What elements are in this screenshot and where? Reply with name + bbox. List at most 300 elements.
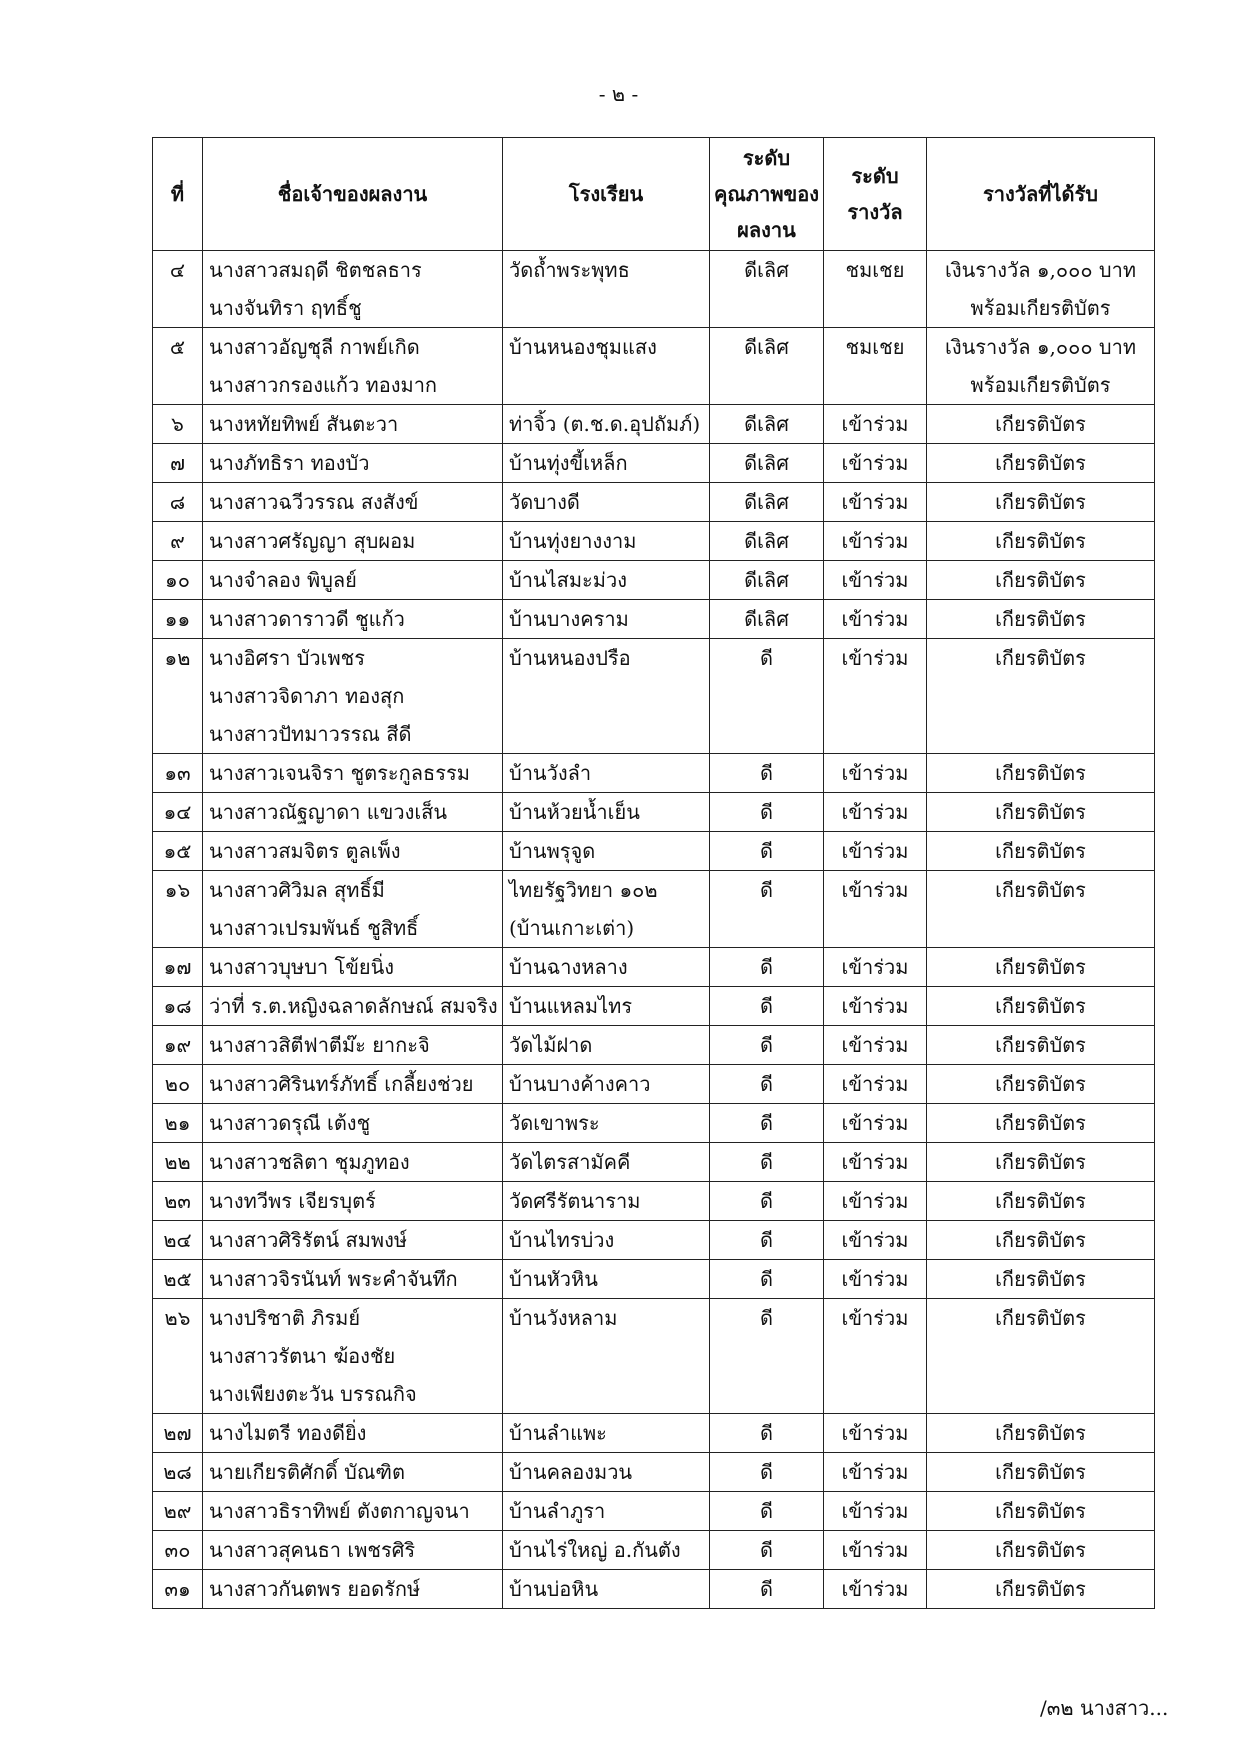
table-row bbox=[153, 1492, 1155, 1531]
cell-award bbox=[927, 561, 1155, 600]
table-row bbox=[153, 1299, 1155, 1414]
cell-award bbox=[927, 1143, 1155, 1182]
cell-award-level: เข้าร่วม bbox=[824, 483, 927, 522]
cell-quality: ดีเลิศ bbox=[710, 251, 824, 328]
cell-school bbox=[503, 483, 710, 522]
school-name: บ้านไสมะม่วง bbox=[509, 568, 627, 592]
cell-quality: ดีเลิศ bbox=[710, 522, 824, 561]
award-line: เกียรติบัตร bbox=[995, 568, 1086, 592]
school-name: บ้านพรุจูด bbox=[509, 839, 596, 863]
cell-owner-names bbox=[203, 948, 503, 987]
table-row bbox=[153, 948, 1155, 987]
cell-owner-names bbox=[203, 444, 503, 483]
cell-award-level: เข้าร่วม bbox=[824, 1492, 927, 1531]
header-name: ชื่อเจ้าของผลงาน bbox=[203, 138, 503, 251]
cell-award-level: เข้าร่วม bbox=[824, 1531, 927, 1570]
cell-number: ๒๒ bbox=[153, 1143, 203, 1182]
cell-school bbox=[503, 1221, 710, 1260]
cell-quality: ดี bbox=[710, 1065, 824, 1104]
cell-school bbox=[503, 832, 710, 871]
cell-owner-names bbox=[203, 483, 503, 522]
header-quality: ระดับคุณภาพของผลงาน bbox=[710, 138, 824, 251]
cell-award bbox=[927, 1453, 1155, 1492]
cell-owner-names bbox=[203, 832, 503, 871]
school-name: บ้านวังหลาม bbox=[509, 1306, 618, 1330]
award-line: เกียรติบัตร bbox=[995, 451, 1086, 475]
cell-award-level: เข้าร่วม bbox=[824, 1570, 927, 1609]
cell-owner-names bbox=[203, 1492, 503, 1531]
award-line: เกียรติบัตร bbox=[995, 800, 1086, 824]
award-line: เกียรติบัตร bbox=[995, 1306, 1086, 1330]
cell-award bbox=[927, 793, 1155, 832]
owner-name: นางสาวดาราวดี ชูแก้ว bbox=[209, 607, 405, 631]
cell-quality: ดี bbox=[710, 1143, 824, 1182]
award-line: เกียรติบัตร bbox=[995, 839, 1086, 863]
school-name: บ้านบ่อหิน bbox=[509, 1577, 599, 1601]
award-line: เกียรติบัตร bbox=[995, 955, 1086, 979]
cell-award bbox=[927, 639, 1155, 754]
school-name: ท่าจิ้ว (ต.ช.ด.อุปถัมภ์) bbox=[509, 412, 701, 436]
school-name: บ้านบางค้างคาว bbox=[509, 1072, 651, 1096]
cell-award-level: เข้าร่วม bbox=[824, 1221, 927, 1260]
cell-award-level: ชมเชย bbox=[824, 251, 927, 328]
cell-award-level: เข้าร่วม bbox=[824, 871, 927, 948]
cell-award bbox=[927, 1104, 1155, 1143]
owner-name: นางสาวฉวีวรรณ สงสังข์ bbox=[209, 490, 419, 514]
owner-name: นางสาวศิริรัตน์ สมพงษ์ bbox=[209, 1228, 408, 1252]
cell-award bbox=[927, 600, 1155, 639]
cell-award bbox=[927, 832, 1155, 871]
cell-school bbox=[503, 1143, 710, 1182]
award-line: เกียรติบัตร bbox=[995, 1421, 1086, 1445]
cell-award bbox=[927, 1570, 1155, 1609]
cell-award-level: เข้าร่วม bbox=[824, 1260, 927, 1299]
cell-school bbox=[503, 987, 710, 1026]
cell-owner-names bbox=[203, 1299, 503, 1414]
continuation-note: /๓๒ นางสาว... bbox=[1040, 1696, 1169, 1720]
owner-name: นางสาวสุคนธา เพชรศิริ bbox=[209, 1538, 416, 1562]
table-row bbox=[153, 522, 1155, 561]
table-row bbox=[153, 1221, 1155, 1260]
owner-name: นางสาวชลิตา ชุมภูทอง bbox=[209, 1150, 410, 1174]
table-row bbox=[153, 793, 1155, 832]
table-row bbox=[153, 483, 1155, 522]
school-name: บ้านบางคราม bbox=[509, 607, 629, 631]
cell-school bbox=[503, 793, 710, 832]
cell-award-level: เข้าร่วม bbox=[824, 1414, 927, 1453]
cell-number: ๖ bbox=[153, 405, 203, 444]
school-name: บ้านลำภูรา bbox=[509, 1499, 606, 1523]
owner-name: นางสาวจิดาภา ทองสุก bbox=[209, 684, 405, 708]
owner-name: ว่าที่ ร.ต.หญิงฉลาดลักษณ์ สมจริง bbox=[209, 994, 498, 1018]
award-line: พร้อมเกียรติบัตร bbox=[970, 373, 1111, 397]
table-body bbox=[153, 251, 1155, 1609]
cell-quality: ดี bbox=[710, 871, 824, 948]
cell-quality: ดี bbox=[710, 1531, 824, 1570]
cell-number: ๑๙ bbox=[153, 1026, 203, 1065]
table-row bbox=[153, 1531, 1155, 1570]
cell-award bbox=[927, 1299, 1155, 1414]
cell-quality: ดี bbox=[710, 1492, 824, 1531]
owner-name: นางสาวธิราทิพย์ ตังตกาญจนา bbox=[209, 1499, 470, 1523]
award-line: เกียรติบัตร bbox=[995, 1189, 1086, 1213]
table-row bbox=[153, 754, 1155, 793]
cell-owner-names bbox=[203, 793, 503, 832]
owner-name: นางสาวปัทมาวรรณ สีดี bbox=[209, 722, 412, 746]
table-row bbox=[153, 251, 1155, 328]
school-name: บ้านฉางหลาง bbox=[509, 955, 628, 979]
cell-number: ๗ bbox=[153, 444, 203, 483]
cell-quality: ดี bbox=[710, 639, 824, 754]
owner-name: นางเพียงตะวัน บรรณกิจ bbox=[209, 1382, 417, 1406]
owner-name: นางสาวกันตพร ยอดรักษ์ bbox=[209, 1577, 421, 1601]
header-no: ที่ bbox=[153, 138, 203, 251]
cell-award-level: เข้าร่วม bbox=[824, 754, 927, 793]
table-row bbox=[153, 1065, 1155, 1104]
table-row bbox=[153, 1260, 1155, 1299]
cell-quality: ดี bbox=[710, 832, 824, 871]
cell-award bbox=[927, 1065, 1155, 1104]
cell-school bbox=[503, 948, 710, 987]
cell-owner-names bbox=[203, 1570, 503, 1609]
cell-number: ๓๐ bbox=[153, 1531, 203, 1570]
award-line: เกียรติบัตร bbox=[995, 1577, 1086, 1601]
cell-quality: ดี bbox=[710, 1414, 824, 1453]
cell-number: ๑๖ bbox=[153, 871, 203, 948]
table-row bbox=[153, 832, 1155, 871]
header-row bbox=[153, 138, 1155, 251]
cell-school bbox=[503, 1492, 710, 1531]
owner-name: นางสาวรัตนา ฆ้องชัย bbox=[209, 1344, 396, 1368]
cell-school bbox=[503, 328, 710, 405]
cell-school bbox=[503, 639, 710, 754]
cell-award-level: เข้าร่วม bbox=[824, 948, 927, 987]
cell-award-level: ชมเชย bbox=[824, 328, 927, 405]
owner-name: นางไมตรี ทองดียิ่ง bbox=[209, 1421, 367, 1445]
owner-name: นายเกียรติศักดิ์ บัณฑิต bbox=[209, 1460, 406, 1484]
owner-name: นางหทัยทิพย์ สันตะวา bbox=[209, 412, 399, 436]
cell-award bbox=[927, 1260, 1155, 1299]
results-table bbox=[152, 137, 1155, 1609]
cell-number: ๑๐ bbox=[153, 561, 203, 600]
cell-award-level: เข้าร่วม bbox=[824, 561, 927, 600]
cell-quality: ดี bbox=[710, 793, 824, 832]
owner-name: นางอิศรา บัวเพชร bbox=[209, 646, 365, 670]
award-line: เกียรติบัตร bbox=[995, 1267, 1086, 1291]
cell-owner-names bbox=[203, 639, 503, 754]
cell-number: ๒๔ bbox=[153, 1221, 203, 1260]
cell-number: ๒๙ bbox=[153, 1492, 203, 1531]
cell-owner-names bbox=[203, 1414, 503, 1453]
cell-owner-names bbox=[203, 1104, 503, 1143]
cell-quality: ดี bbox=[710, 948, 824, 987]
table-row bbox=[153, 639, 1155, 754]
cell-school bbox=[503, 561, 710, 600]
school-name: บ้านลำแพะ bbox=[509, 1421, 607, 1445]
table-row bbox=[153, 871, 1155, 948]
owner-name: นางสาวสิตีฟาตีม๊ะ ยากะจิ bbox=[209, 1033, 430, 1057]
cell-award bbox=[927, 522, 1155, 561]
owner-name: นางสาวอัญชุลี กาพย์เกิด bbox=[209, 335, 420, 359]
cell-award-level: เข้าร่วม bbox=[824, 405, 927, 444]
owner-name: นางสาวศรัญญา สุบผอม bbox=[209, 529, 416, 553]
award-line: พร้อมเกียรติบัตร bbox=[970, 296, 1111, 320]
school-name: วัดเขาพระ bbox=[509, 1111, 600, 1135]
cell-award bbox=[927, 405, 1155, 444]
cell-award-level: เข้าร่วม bbox=[824, 444, 927, 483]
award-line: เกียรติบัตร bbox=[995, 1538, 1086, 1562]
cell-owner-names bbox=[203, 251, 503, 328]
cell-award bbox=[927, 1026, 1155, 1065]
cell-school bbox=[503, 1104, 710, 1143]
cell-number: ๑๘ bbox=[153, 987, 203, 1026]
cell-number: ๕ bbox=[153, 328, 203, 405]
cell-quality: ดี bbox=[710, 1260, 824, 1299]
cell-award bbox=[927, 1182, 1155, 1221]
cell-quality: ดีเลิศ bbox=[710, 405, 824, 444]
cell-number: ๑๔ bbox=[153, 793, 203, 832]
award-line: เกียรติบัตร bbox=[995, 607, 1086, 631]
award-line: เกียรติบัตร bbox=[995, 878, 1086, 902]
award-line: เกียรติบัตร bbox=[995, 412, 1086, 436]
cell-number: ๒๐ bbox=[153, 1065, 203, 1104]
cell-award bbox=[927, 1531, 1155, 1570]
cell-number: ๑๕ bbox=[153, 832, 203, 871]
owner-name: นางสาวจิรนันท์ พระคำจันทึก bbox=[209, 1267, 458, 1291]
cell-school bbox=[503, 1065, 710, 1104]
owner-name: นางสาวสมจิตร ตูลเพ็ง bbox=[209, 839, 401, 863]
school-name: บ้านหนองปรือ bbox=[509, 646, 631, 670]
award-line: เงินรางวัล ๑,๐๐๐ บาท bbox=[945, 258, 1136, 282]
table-row bbox=[153, 561, 1155, 600]
school-name: วัดไตรสามัคคี bbox=[509, 1150, 631, 1174]
cell-owner-names bbox=[203, 754, 503, 793]
cell-quality: ดี bbox=[710, 1221, 824, 1260]
cell-school bbox=[503, 1414, 710, 1453]
table-row bbox=[153, 1182, 1155, 1221]
owner-name: นางสาวเปรมพันธ์ ชูสิทธิ์ bbox=[209, 916, 419, 940]
table-row bbox=[153, 600, 1155, 639]
cell-school bbox=[503, 1260, 710, 1299]
table-row bbox=[153, 1143, 1155, 1182]
cell-number: ๙ bbox=[153, 522, 203, 561]
award-line: เกียรติบัตร bbox=[995, 490, 1086, 514]
cell-school bbox=[503, 444, 710, 483]
cell-number: ๒๑ bbox=[153, 1104, 203, 1143]
table-row bbox=[153, 1453, 1155, 1492]
owner-name: นางสาวกรองแก้ว ทองมาก bbox=[209, 373, 438, 397]
owner-name: นางปริชาติ ภิรมย์ bbox=[209, 1306, 361, 1330]
cell-owner-names bbox=[203, 871, 503, 948]
cell-school bbox=[503, 1531, 710, 1570]
cell-school bbox=[503, 251, 710, 328]
award-line: เกียรติบัตร bbox=[995, 1072, 1086, 1096]
school-name: บ้านคลองมวน bbox=[509, 1460, 633, 1484]
cell-owner-names bbox=[203, 1221, 503, 1260]
cell-award-level: เข้าร่วม bbox=[824, 987, 927, 1026]
cell-number: ๑๗ bbox=[153, 948, 203, 987]
school-name: บ้านห้วยน้ำเย็น bbox=[509, 800, 640, 824]
award-line: เกียรติบัตร bbox=[995, 1150, 1086, 1174]
owner-name: นางสาวสมฤดี ชิตชลธาร bbox=[209, 258, 422, 282]
owner-name: นางสาวดรุณี เต้งชู bbox=[209, 1111, 371, 1135]
cell-number: ๒๖ bbox=[153, 1299, 203, 1414]
cell-award-level: เข้าร่วม bbox=[824, 1065, 927, 1104]
owner-name: นางสาวศิรินทร์ภัทธิ์ เกลี้ยงช่วย bbox=[209, 1072, 474, 1096]
cell-award bbox=[927, 328, 1155, 405]
cell-award bbox=[927, 483, 1155, 522]
table-row bbox=[153, 405, 1155, 444]
cell-quality: ดีเลิศ bbox=[710, 483, 824, 522]
page-number: - ๒ - bbox=[598, 82, 639, 106]
cell-owner-names bbox=[203, 405, 503, 444]
cell-award-level: เข้าร่วม bbox=[824, 639, 927, 754]
owner-name: นางสาวศิวิมล สุทธิ์มี bbox=[209, 878, 385, 902]
cell-school bbox=[503, 1182, 710, 1221]
cell-school bbox=[503, 522, 710, 561]
cell-number: ๒๕ bbox=[153, 1260, 203, 1299]
cell-owner-names bbox=[203, 561, 503, 600]
cell-quality: ดีเลิศ bbox=[710, 328, 824, 405]
cell-award-level: เข้าร่วม bbox=[824, 1026, 927, 1065]
cell-quality: ดี bbox=[710, 1453, 824, 1492]
award-line: เกียรติบัตร bbox=[995, 646, 1086, 670]
table-row bbox=[153, 1026, 1155, 1065]
school-name: บ้านไทรบ่วง bbox=[509, 1228, 615, 1252]
cell-award bbox=[927, 948, 1155, 987]
cell-quality: ดี bbox=[710, 1104, 824, 1143]
cell-award bbox=[927, 871, 1155, 948]
owner-name: นางทวีพร เจียรบุตร์ bbox=[209, 1189, 376, 1213]
cell-award-level: เข้าร่วม bbox=[824, 600, 927, 639]
owner-name: นางภัทธิรา ทองบัว bbox=[209, 451, 370, 475]
cell-school bbox=[503, 1026, 710, 1065]
cell-quality: ดี bbox=[710, 1570, 824, 1609]
owner-name: นางสาวบุษบา โข้ยนิ่ง bbox=[209, 955, 395, 979]
cell-award-level: เข้าร่วม bbox=[824, 522, 927, 561]
cell-quality: ดี bbox=[710, 987, 824, 1026]
cell-number: ๑๓ bbox=[153, 754, 203, 793]
cell-owner-names bbox=[203, 328, 503, 405]
cell-owner-names bbox=[203, 1182, 503, 1221]
cell-award bbox=[927, 754, 1155, 793]
cell-owner-names bbox=[203, 1260, 503, 1299]
cell-award-level: เข้าร่วม bbox=[824, 1143, 927, 1182]
cell-owner-names bbox=[203, 1026, 503, 1065]
award-line: เกียรติบัตร bbox=[995, 529, 1086, 553]
cell-quality: ดี bbox=[710, 1299, 824, 1414]
cell-award bbox=[927, 1221, 1155, 1260]
cell-award bbox=[927, 1414, 1155, 1453]
award-line: เกียรติบัตร bbox=[995, 1033, 1086, 1057]
cell-owner-names bbox=[203, 1531, 503, 1570]
table-row bbox=[153, 328, 1155, 405]
cell-award-level: เข้าร่วม bbox=[824, 1453, 927, 1492]
award-line: เกียรติบัตร bbox=[995, 761, 1086, 785]
header-level: ระดับรางวัล bbox=[824, 138, 927, 251]
award-line: เกียรติบัตร bbox=[995, 994, 1086, 1018]
cell-owner-names bbox=[203, 1453, 503, 1492]
award-line: เงินรางวัล ๑,๐๐๐ บาท bbox=[945, 335, 1136, 359]
cell-quality: ดี bbox=[710, 1182, 824, 1221]
school-name: วัดไม้ฝาด bbox=[509, 1033, 593, 1057]
school-name: วัดถ้ำพระพุทธ bbox=[509, 258, 630, 282]
award-line: เกียรติบัตร bbox=[995, 1499, 1086, 1523]
award-line: เกียรติบัตร bbox=[995, 1460, 1086, 1484]
school-name: บ้านหนองชุมแสง bbox=[509, 335, 657, 359]
cell-award-level: เข้าร่วม bbox=[824, 1182, 927, 1221]
table-row bbox=[153, 1104, 1155, 1143]
header-award: รางวัลที่ได้รับ bbox=[927, 138, 1155, 251]
cell-quality: ดี bbox=[710, 754, 824, 793]
table-row bbox=[153, 1570, 1155, 1609]
school-name: บ้านแหลมไทร bbox=[509, 994, 633, 1018]
cell-school bbox=[503, 754, 710, 793]
cell-number: ๒๘ bbox=[153, 1453, 203, 1492]
cell-award-level: เข้าร่วม bbox=[824, 832, 927, 871]
cell-award bbox=[927, 1492, 1155, 1531]
school-name: บ้านทุ่งขี้เหล็ก bbox=[509, 451, 628, 475]
school-name: วัดบางดี bbox=[509, 490, 580, 514]
owner-name: นางจันทิรา ฤทธิ์ชู bbox=[209, 296, 362, 320]
cell-owner-names bbox=[203, 522, 503, 561]
school-name: (บ้านเกาะเต่า) bbox=[509, 916, 635, 940]
cell-award-level: เข้าร่วม bbox=[824, 1104, 927, 1143]
table-row bbox=[153, 987, 1155, 1026]
cell-number: ๔ bbox=[153, 251, 203, 328]
owner-name: นางจำลอง พิบูลย์ bbox=[209, 568, 357, 592]
cell-number: ๒๗ bbox=[153, 1414, 203, 1453]
header-school: โรงเรียน bbox=[503, 138, 710, 251]
school-name: บ้านหัวหิน bbox=[509, 1267, 598, 1291]
cell-award-level: เข้าร่วม bbox=[824, 1299, 927, 1414]
cell-school bbox=[503, 871, 710, 948]
cell-school bbox=[503, 1299, 710, 1414]
owner-name: นางสาวณัฐญาดา แขวงเส็น bbox=[209, 800, 448, 824]
cell-number: ๑๒ bbox=[153, 639, 203, 754]
owner-name: นางสาวเจนจิรา ชูตระกูลธรรม bbox=[209, 761, 470, 785]
school-name: ไทยรัฐวิทยา ๑๐๒ bbox=[509, 878, 658, 902]
cell-school bbox=[503, 600, 710, 639]
cell-quality: ดีเลิศ bbox=[710, 444, 824, 483]
award-line: เกียรติบัตร bbox=[995, 1228, 1086, 1252]
school-name: วัดศรีรัตนาราม bbox=[509, 1189, 641, 1213]
table-row bbox=[153, 444, 1155, 483]
cell-school bbox=[503, 405, 710, 444]
cell-school bbox=[503, 1453, 710, 1492]
cell-number: ๘ bbox=[153, 483, 203, 522]
table-row bbox=[153, 1414, 1155, 1453]
school-name: บ้านวังลำ bbox=[509, 761, 592, 785]
cell-award bbox=[927, 251, 1155, 328]
cell-quality: ดี bbox=[710, 1026, 824, 1065]
cell-owner-names bbox=[203, 1065, 503, 1104]
award-line: เกียรติบัตร bbox=[995, 1111, 1086, 1135]
cell-owner-names bbox=[203, 987, 503, 1026]
cell-award bbox=[927, 444, 1155, 483]
cell-number: ๑๑ bbox=[153, 600, 203, 639]
cell-owner-names bbox=[203, 600, 503, 639]
cell-quality: ดีเลิศ bbox=[710, 561, 824, 600]
cell-number: ๓๑ bbox=[153, 1570, 203, 1609]
cell-school bbox=[503, 1570, 710, 1609]
school-name: บ้านทุ่งยางงาม bbox=[509, 529, 637, 553]
cell-quality: ดีเลิศ bbox=[710, 600, 824, 639]
cell-number: ๒๓ bbox=[153, 1182, 203, 1221]
school-name: บ้านไร่ใหญ่ อ.กันตัง bbox=[509, 1538, 681, 1562]
cell-award-level: เข้าร่วม bbox=[824, 793, 927, 832]
cell-owner-names bbox=[203, 1143, 503, 1182]
